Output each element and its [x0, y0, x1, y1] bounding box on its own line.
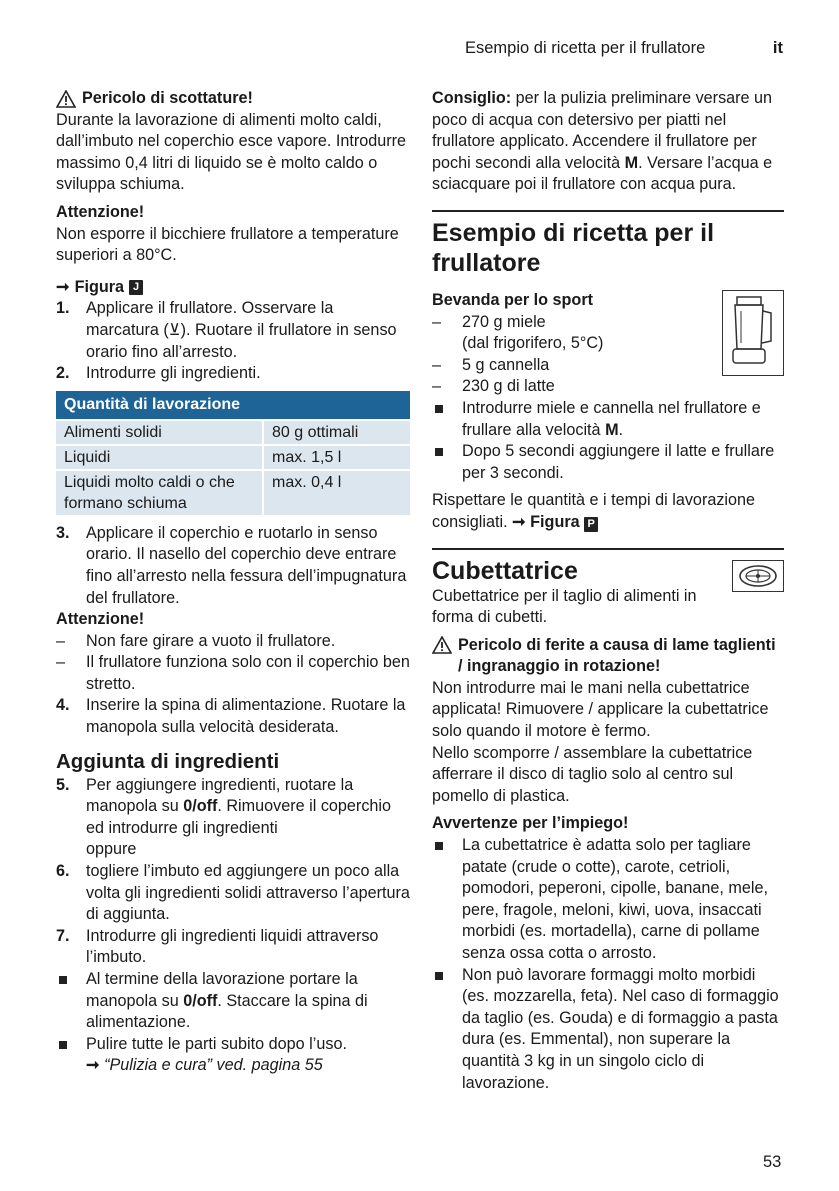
list-item — [432, 398, 784, 441]
list-item-text: . Staccare la spina di alimentazione. — [86, 991, 368, 1032]
table-row — [56, 421, 410, 444]
blade-warning-title: Pericolo di ferite a causa di lame taglienti / ingranaggio in rotazione! — [458, 635, 776, 676]
right-column — [432, 88, 784, 1094]
step-text: Per aggiungere ingredienti, ruotare la manopola su — [86, 775, 354, 816]
list-item-text: Il frullatore funziona solo con il coperchio ben stretto. — [86, 653, 410, 693]
page-header — [465, 38, 785, 60]
setting-value: 0/off — [183, 797, 218, 816]
list-item — [56, 652, 410, 695]
list-item — [432, 965, 784, 1095]
warning-triangle-icon — [432, 636, 452, 654]
burn-warning-text: Durante la lavorazione di alimenti molto caldi, dall’imbuto nel coperchio esce vapore. Introdurre massimo 0,4 litri di liquido se è molto caldo o sviluppa schiuma. — [56, 110, 407, 194]
header-title: Esempio di ricetta per il frullatore — [465, 39, 706, 57]
arrow-right-icon: ➞ — [56, 277, 70, 296]
table-row — [56, 446, 410, 469]
warning-triangle-icon — [56, 90, 76, 108]
bullet-marker — [59, 1041, 67, 1049]
bullet-marker — [435, 448, 443, 456]
list-item-text: Pulire tutte le parti subito dopo l’uso. — [86, 1034, 347, 1053]
attention-title: Attenzione! — [56, 202, 145, 221]
cubettatrice-section — [432, 556, 784, 1095]
bullet-marker — [435, 972, 443, 980]
ingredient-text: 270 g miele — [462, 312, 546, 331]
step-1 — [56, 298, 410, 363]
list-item-text: Non fare girare a vuoto il frullatore. — [86, 631, 336, 650]
dash-marker: – — [56, 653, 66, 672]
recipe-title: Bevanda per lo sport — [432, 290, 594, 309]
table-cell: max. 0,4 l — [262, 471, 410, 515]
table-cell: max. 1,5 l — [262, 446, 410, 469]
step-number: 5. — [56, 775, 70, 794]
table-cell: Liquidi molto caldi o che formano schiuma — [56, 471, 262, 515]
step-4 — [56, 695, 410, 738]
speed-value: M — [624, 153, 639, 172]
page-reference: “Pulizia e cura” ved. pagina 55 — [104, 1056, 323, 1075]
ingredient-text: 5 g cannella — [462, 355, 550, 374]
section-divider — [432, 210, 784, 212]
table-cell: Alimenti solidi — [56, 421, 262, 444]
dicer-disc-icon — [732, 560, 784, 592]
figure-label: Figura — [530, 512, 580, 531]
step-text: Introdurre gli ingredienti liquidi attraverso l’imbuto. — [86, 926, 379, 967]
dash-marker: – — [432, 355, 442, 374]
list-item-text: Dopo 5 secondi aggiungere il latte e frullare per 3 secondi. — [462, 442, 775, 482]
usage-notes-title: Avvertenze per l’impiego! — [432, 814, 629, 833]
page-number: 53 — [763, 1153, 782, 1171]
cubettatrice-title: Cubettatrice — [432, 556, 578, 585]
tip-text: per la pulizia preliminare versare un poco di acqua con detersivo per piatti nel frullatore applicato. Accendere il frullatore per pochi secondi alla velocità — [432, 89, 773, 172]
step-3 — [56, 523, 410, 609]
ingredient-item — [432, 355, 784, 377]
bullet-marker — [435, 842, 443, 850]
section-divider — [432, 548, 784, 550]
list-item — [432, 441, 784, 484]
step-5 — [56, 775, 410, 861]
ingredient-text: 230 g di latte — [462, 377, 555, 396]
step-text: Inserire la spina di alimentazione. Ruotare la manopola sulla velocità desiderata. — [86, 696, 406, 737]
recipe-note — [432, 490, 784, 533]
step-text: Applicare il frullatore. Osservare la marcatura (⊻). Ruotare il frullatore in senso orario fino all’arresto. — [86, 299, 397, 361]
recipe-section-title: Esempio di ricetta per il frullatore — [432, 218, 715, 277]
figure-letter: P — [584, 517, 598, 532]
list-item-text: . — [618, 420, 624, 439]
tip-paragraph — [432, 88, 784, 196]
speed-value: M — [605, 420, 619, 439]
dash-marker: – — [432, 377, 442, 396]
cubettatrice-intro: Cubettatrice per il taglio di alimenti in forma di cubetti. — [432, 586, 697, 627]
burn-warning-heading — [56, 88, 410, 110]
bullet-marker — [435, 405, 443, 413]
language-code: it — [772, 39, 783, 57]
step-number: 1. — [56, 299, 70, 318]
step-number: 6. — [56, 862, 70, 881]
blade-warning-heading — [432, 635, 784, 678]
table-cell: 80 g ottimali — [262, 421, 410, 444]
list-item-text: Al termine della lavorazione portare la manopola su — [86, 970, 358, 1010]
blade-warning-text: Non introdurre mai le mani nella cubettatrice applicata! Rimuovere / applicare la cubettatrice solo quando il motore è fermo. — [432, 678, 769, 741]
step-text: Introdurre gli ingredienti. — [86, 364, 261, 383]
attention-title: Attenzione! — [56, 610, 145, 629]
list-item-text: Introdurre miele e cannella nel frullatore e frullare alla velocità — [462, 398, 761, 439]
step-text: . Rimuovere il coperchio ed introdurre gli ingredienti — [86, 797, 392, 837]
dash-marker: – — [432, 312, 442, 331]
quantity-table — [56, 389, 410, 517]
bullet-marker — [59, 976, 67, 984]
blade-warning-text: Nello scomporre / assemblare la cubettatrice afferrare il disco di taglio solo al centro sul pomello di plastica. — [432, 743, 753, 805]
step-number: 4. — [56, 696, 70, 715]
step-number: 2. — [56, 364, 70, 383]
step-text: Applicare il coperchio e ruotarlo in senso orario. Il nasello del coperchio deve entrare fino all’arresto nella fessura dell’impugnatura del frullatore. — [86, 523, 407, 607]
list-item-text: La cubettatrice è adatta solo per tagliare patate (crude o cotte), carote, cetrioli, pomodori, peperoni, cipolle, banane, mele, pere, fragole, meloni, kiwi, uova, insaccati morbidi (es. mortadella), carne di pollame senza ossa cotta o arrosto. — [462, 836, 768, 962]
step-text: togliere l’imbuto ed aggiungere un poco alla volta gli ingredienti solidi attraverso l’apertura di aggiunta. — [86, 862, 410, 924]
figure-label: Figura — [74, 277, 125, 296]
tip-text: . Versare l’acqua e sciacquare poi il frullatore con acqua pura. — [432, 153, 773, 194]
step-6 — [56, 861, 410, 926]
list-item — [56, 631, 410, 653]
oppure-text: oppure — [86, 840, 137, 859]
table-cell: Liquidi — [56, 446, 262, 469]
burn-warning-title: Pericolo di scottature! — [82, 89, 253, 107]
table-row — [56, 471, 410, 515]
ingredient-note: (dal frigorifero, 5°C) — [462, 334, 604, 353]
list-item-text: Non può lavorare formaggi molto morbidi (es. mozzarella, feta). Nel caso di formaggio da taglio (es. Gouda) e di formaggio a pasta dura (es. Emmental), non superare la quantità 3 kg in un singolo ciclo di lavorazione. — [462, 965, 779, 1092]
step-7 — [56, 926, 410, 969]
section-title: Aggiunta di ingredienti — [56, 749, 280, 773]
list-item — [56, 1034, 410, 1077]
tip-label: Consiglio: — [432, 89, 512, 107]
list-item — [56, 969, 410, 1034]
arrow-right-icon: ➞ — [86, 1056, 100, 1075]
arrow-right-icon: ➞ — [512, 512, 526, 531]
recipe-block — [432, 290, 784, 534]
left-column — [56, 88, 410, 1077]
attention-text: Non esporre il bicchiere frullatore a temperature superiori a 80°C. — [56, 224, 399, 265]
step-number: 7. — [56, 926, 70, 945]
step-number: 3. — [56, 523, 70, 542]
ingredient-item — [432, 312, 784, 355]
ingredient-item — [432, 376, 784, 398]
note-text: Rispettare le quantità e i tempi di lavorazione consigliati. — [432, 491, 756, 531]
step-2 — [56, 363, 410, 385]
figure-ref-j — [56, 277, 410, 299]
figure-letter: J — [129, 280, 143, 295]
list-item — [432, 835, 784, 965]
setting-value: 0/off — [183, 991, 218, 1010]
table-header: Quantità di lavorazione — [56, 391, 410, 419]
dash-marker: – — [56, 631, 66, 650]
